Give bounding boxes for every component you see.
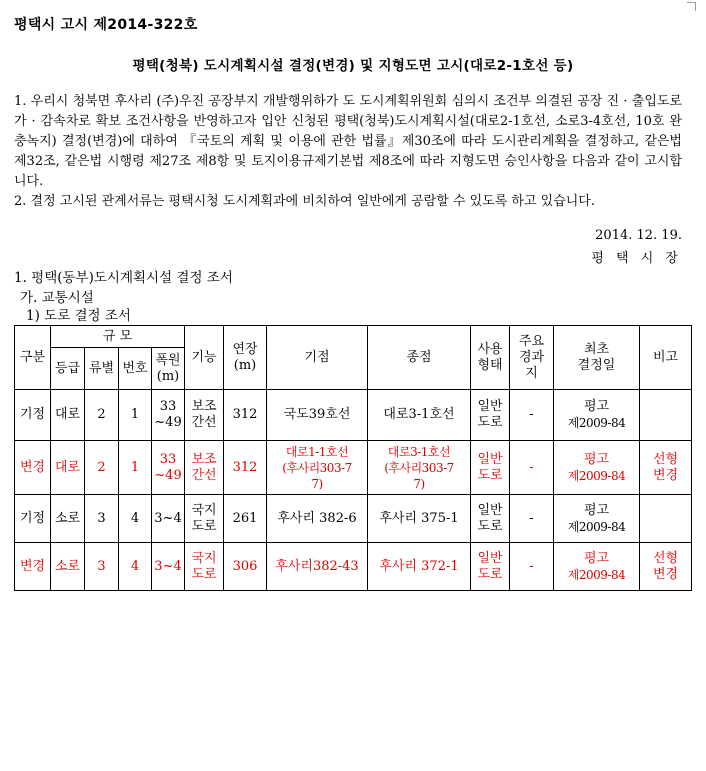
cell-grade: 대로 xyxy=(51,390,85,441)
cell-remarks: 선형 변경 xyxy=(640,543,692,591)
cell-start: 대로1-1호선 (후사리303-7 7) xyxy=(267,441,368,495)
cell-end: 대로3-1호선 xyxy=(368,390,471,441)
signature-mayor: 평 택 시 장 xyxy=(591,251,682,266)
header-end: 종점 xyxy=(368,326,471,390)
cell-start: 국도39호선 xyxy=(267,390,368,441)
cell-grade: 소로 xyxy=(51,543,85,591)
cell-use: 일반 도로 xyxy=(471,495,510,543)
cell-number: 4 xyxy=(119,543,152,591)
page-corner-marker xyxy=(687,2,696,11)
cell-width: 3~4 xyxy=(152,495,185,543)
cell-division: 기정 xyxy=(15,495,51,543)
cell-length: 306 xyxy=(224,543,267,591)
cell-function: 국지 도로 xyxy=(185,495,224,543)
notice-number: 평택시 고시 제2014-322호 xyxy=(14,17,198,33)
header-use: 사용 형태 xyxy=(471,326,510,390)
table-header-row-1 xyxy=(15,326,692,348)
road-decision-table xyxy=(14,325,692,591)
cell-type: 3 xyxy=(85,543,119,591)
header-start: 기점 xyxy=(267,326,368,390)
header-type: 류별 xyxy=(85,348,119,390)
paragraph-2: 2. 결정 고시된 관계서류는 평택시청 도시계획과에 비치하여 일반에게 공람할 수 있도록 하고 있습니다. xyxy=(14,194,596,209)
cell-division: 변경 xyxy=(15,543,51,591)
header-main-route: 주요 경과 지 xyxy=(510,326,554,390)
cell-remarks xyxy=(640,495,692,543)
section-heading-3: 1) 도로 결정 조서 xyxy=(26,308,131,324)
header-first-decision: 최초 결정일 xyxy=(554,326,640,390)
cell-start: 후사리 382-6 xyxy=(267,495,368,543)
cell-first-decision: 평고 제2009-84 xyxy=(554,495,640,543)
cell-length: 261 xyxy=(224,495,267,543)
section-heading-2: 가. 교통시설 xyxy=(20,290,94,306)
cell-remarks: 선형 변경 xyxy=(640,441,692,495)
cell-main-route: - xyxy=(510,495,554,543)
cell-end: 후사리 372-1 xyxy=(368,543,471,591)
cell-length: 312 xyxy=(224,390,267,441)
cell-grade: 소로 xyxy=(51,495,85,543)
cell-use: 일반 도로 xyxy=(471,543,510,591)
header-remarks: 비고 xyxy=(640,326,692,390)
cell-length: 312 xyxy=(224,441,267,495)
table-row xyxy=(15,495,692,543)
cell-remarks xyxy=(640,390,692,441)
header-scale: 규 모 xyxy=(51,326,185,348)
cell-end: 후사리 375-1 xyxy=(368,495,471,543)
cell-end: 대로3-1호선 (후사리303-7 7) xyxy=(368,441,471,495)
table-row xyxy=(15,390,692,441)
cell-grade: 대로 xyxy=(51,441,85,495)
cell-main-route: - xyxy=(510,543,554,591)
header-function: 기능 xyxy=(185,326,224,390)
cell-use: 일반 도로 xyxy=(471,390,510,441)
cell-function: 국지 도로 xyxy=(185,543,224,591)
table-row xyxy=(15,543,692,591)
cell-width: 3~4 xyxy=(152,543,185,591)
cell-number: 1 xyxy=(119,441,152,495)
cell-number: 4 xyxy=(119,495,152,543)
cell-division: 기정 xyxy=(15,390,51,441)
table-row xyxy=(15,441,692,495)
cell-function: 보조 간선 xyxy=(185,390,224,441)
cell-type: 3 xyxy=(85,495,119,543)
document-title: 평택(청북) 도시계획시설 결정(변경) 및 지형도면 고시(대로2-1호선 등) xyxy=(132,58,574,74)
cell-start: 후사리382-43 xyxy=(267,543,368,591)
cell-number: 1 xyxy=(119,390,152,441)
cell-function: 보조 간선 xyxy=(185,441,224,495)
header-number: 번호 xyxy=(119,348,152,390)
cell-width: 33 ~49 xyxy=(152,441,185,495)
cell-main-route: - xyxy=(510,390,554,441)
cell-first-decision: 평고 제2009-84 xyxy=(554,441,640,495)
cell-main-route: - xyxy=(510,441,554,495)
paragraph-1: 1. 우리시 청북면 후사리 (주)우진 공장부지 개발행위하가 도 도시계획위원회 심의시 조건부 의결된 공장 진 · 출입도로 가 · 감속차로 확보 조건사항을 반영하고자 입안 신청된 평택(청북)도시계획시설(대로2-1호선, 소로3-4호선, 10호 완충녹지) 결정(변경)에 대하여 『국토의 계획 및 이용에 관한 법률』제30조에 따라 도시관리계획을 결정하고, 같은법 제32조, 같은법 시행령 제27조 제8항 및 토지이용규제기본법 제8조에 따라 지형도면 승인사항을 다음과 같이 고시합니다. xyxy=(14,94,682,189)
header-division: 구분 xyxy=(15,326,51,390)
cell-division: 변경 xyxy=(15,441,51,495)
header-grade: 등급 xyxy=(51,348,85,390)
section-heading-1: 1. 평택(동부)도시계획시설 결정 조서 xyxy=(14,270,233,286)
cell-width: 33 ~49 xyxy=(152,390,185,441)
cell-type: 2 xyxy=(85,441,119,495)
header-width: 폭원 (m) xyxy=(152,348,185,390)
cell-first-decision: 평고 제2009-84 xyxy=(554,390,640,441)
cell-type: 2 xyxy=(85,390,119,441)
cell-use: 일반 도로 xyxy=(471,441,510,495)
cell-first-decision: 평고 제2009-84 xyxy=(554,543,640,591)
notice-date: 2014. 12. 19. xyxy=(595,228,682,243)
header-length: 연장 (m) xyxy=(224,326,267,390)
